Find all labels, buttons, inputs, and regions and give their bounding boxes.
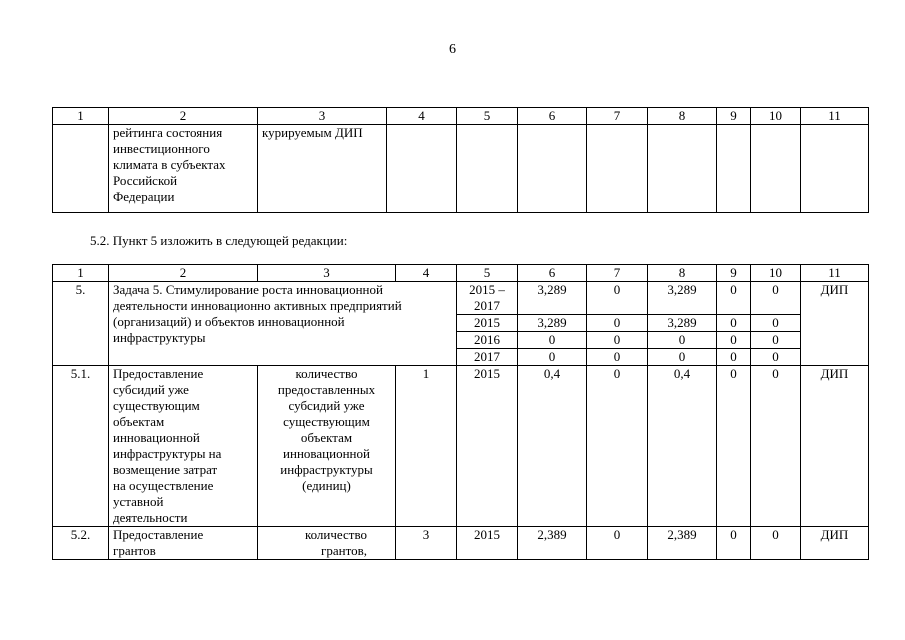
text-line: возмещение затрат — [113, 462, 218, 477]
column-header: 5 — [457, 265, 518, 282]
cell-indicator — [258, 527, 396, 560]
cell-value: 0 — [751, 527, 801, 560]
cell-indicator: курируемым ДИП — [258, 125, 387, 213]
text-line: инфраструктуры на — [113, 446, 222, 461]
column-header: 7 — [587, 108, 648, 125]
page-number: 6 — [449, 42, 456, 57]
column-header: 1 — [53, 108, 109, 125]
cell-year — [457, 315, 518, 332]
cell-year: 2015 — [457, 366, 518, 527]
text-line: инновационной — [283, 446, 370, 461]
cell-value: 3 — [396, 527, 457, 560]
column-header: 11 — [801, 265, 869, 282]
cell-value: 0 — [717, 349, 751, 366]
text-line: Российской — [113, 173, 178, 188]
cell-value: 0 — [587, 349, 648, 366]
text-line: (единиц) — [302, 478, 351, 493]
text-line: объектам — [300, 430, 353, 445]
cell-year — [457, 349, 518, 366]
cell-description — [109, 527, 258, 560]
text-line: количество — [304, 527, 367, 542]
text-line: деятельности — [113, 510, 188, 525]
text-line: уставной — [113, 494, 164, 509]
cell-value: 0 — [751, 332, 801, 349]
cell-value: 3,289 — [518, 315, 587, 332]
column-header: 3 — [258, 108, 387, 125]
column-header: 11 — [801, 108, 869, 125]
cell-total: 2,389 — [518, 527, 587, 560]
cell-value: 0,4 — [648, 366, 717, 527]
column-header: 4 — [387, 108, 457, 125]
cell-year: 2015 — [457, 527, 518, 560]
task-description — [109, 282, 457, 366]
cell-year — [457, 282, 518, 315]
text-line: субсидий уже — [288, 398, 365, 413]
column-header: 8 — [648, 108, 717, 125]
cell-value: 0 — [751, 282, 801, 315]
table-header-row — [53, 108, 869, 125]
cell-executor: ДИП — [801, 366, 869, 527]
text-line: 2017 — [474, 349, 500, 364]
column-header: 3 — [258, 265, 396, 282]
text-line: 2015 – — [469, 282, 505, 297]
cell-value: 0 — [717, 315, 751, 332]
column-header: 7 — [587, 265, 648, 282]
row-number: 5.1. — [53, 366, 109, 527]
text-line: Предоставление — [113, 527, 204, 542]
cell-value: 3,289 — [648, 282, 717, 315]
text-line: (организаций) и объектов инновационной — [113, 314, 345, 329]
text-line: климата в субъектах — [113, 157, 226, 172]
text-line: 2015 — [474, 315, 500, 330]
column-header: 6 — [518, 265, 587, 282]
column-header: 9 — [717, 265, 751, 282]
text-line: 2017 — [474, 298, 500, 313]
text-line: объектам — [113, 414, 165, 429]
cell-value: 0 — [587, 315, 648, 332]
text-line: предоставленных — [277, 382, 376, 397]
text-line: Задача 5. Стимулирование роста инновационной — [113, 282, 383, 297]
text-line: инвестиционного — [113, 141, 210, 156]
cell-value: 0 — [751, 366, 801, 527]
cell-executor: ДИП — [801, 527, 869, 560]
column-header: 1 — [53, 265, 109, 282]
cell-value: 0 — [587, 282, 648, 315]
cell-executor: ДИП — [801, 282, 869, 366]
text-line: на осуществление — [113, 478, 214, 493]
text-line: рейтинга состояния — [113, 125, 223, 140]
text-line: грантов — [113, 543, 156, 558]
text-line: количество — [295, 366, 358, 381]
cell-value: 0 — [717, 527, 751, 560]
column-header: 10 — [751, 265, 801, 282]
row-number: 5. — [53, 282, 109, 366]
cell-indicator — [258, 366, 396, 527]
cell-value: 0 — [751, 315, 801, 332]
text-line: инновационной — [113, 430, 200, 445]
column-header: 10 — [751, 108, 801, 125]
cell-value: 0 — [717, 282, 751, 315]
cell-value: 0 — [587, 332, 648, 349]
text-line: инфраструктуры — [113, 330, 206, 345]
cell-value: 0 — [648, 349, 717, 366]
table-header-row — [53, 265, 869, 282]
cell-value: 3,289 — [648, 315, 717, 332]
task5-row — [53, 282, 869, 315]
text-line: 2016 — [474, 332, 500, 347]
text-line: существующим — [113, 398, 200, 413]
column-header: 2 — [109, 265, 258, 282]
cell-total: 0,4 — [518, 366, 587, 527]
paragraph-instruction: 5.2. Пункт 5 изложить в следующей редакции: — [90, 233, 348, 248]
table-row-5-2 — [53, 527, 869, 560]
cell-value: 1 — [396, 366, 457, 527]
text-line: деятельности инновационно активных предприятий — [113, 298, 402, 313]
column-header: 8 — [648, 265, 717, 282]
column-header: 2 — [109, 108, 258, 125]
table-main — [52, 264, 869, 560]
row-number: 5.2. — [53, 527, 109, 560]
table-row — [53, 125, 869, 213]
cell-value: 0 — [717, 366, 751, 527]
column-header: 4 — [396, 265, 457, 282]
text-line: инфраструктуры — [280, 462, 373, 477]
text-line: грантов, — [321, 543, 367, 558]
column-header: 9 — [717, 108, 751, 125]
table-continuation — [52, 107, 869, 213]
cell-value: 0 — [587, 527, 648, 560]
cell-description — [109, 366, 258, 527]
cell-value: 0 — [518, 349, 587, 366]
cell-value: 0 — [587, 366, 648, 527]
cell-description — [109, 125, 258, 213]
cell-value: 2,389 — [648, 527, 717, 560]
text-line: существующим — [283, 414, 370, 429]
column-header: 6 — [518, 108, 587, 125]
cell-value: 0 — [751, 349, 801, 366]
cell-value: 0 — [717, 332, 751, 349]
text-line: Федерации — [113, 189, 175, 204]
cell-value: 3,289 — [518, 282, 587, 315]
table-row-5-1 — [53, 366, 869, 527]
column-header: 5 — [457, 108, 518, 125]
cell-value: 0 — [648, 332, 717, 349]
text-line: Предоставление — [113, 366, 204, 381]
cell-value: 0 — [518, 332, 587, 349]
cell-year — [457, 332, 518, 349]
text-line: субсидий уже — [113, 382, 189, 397]
